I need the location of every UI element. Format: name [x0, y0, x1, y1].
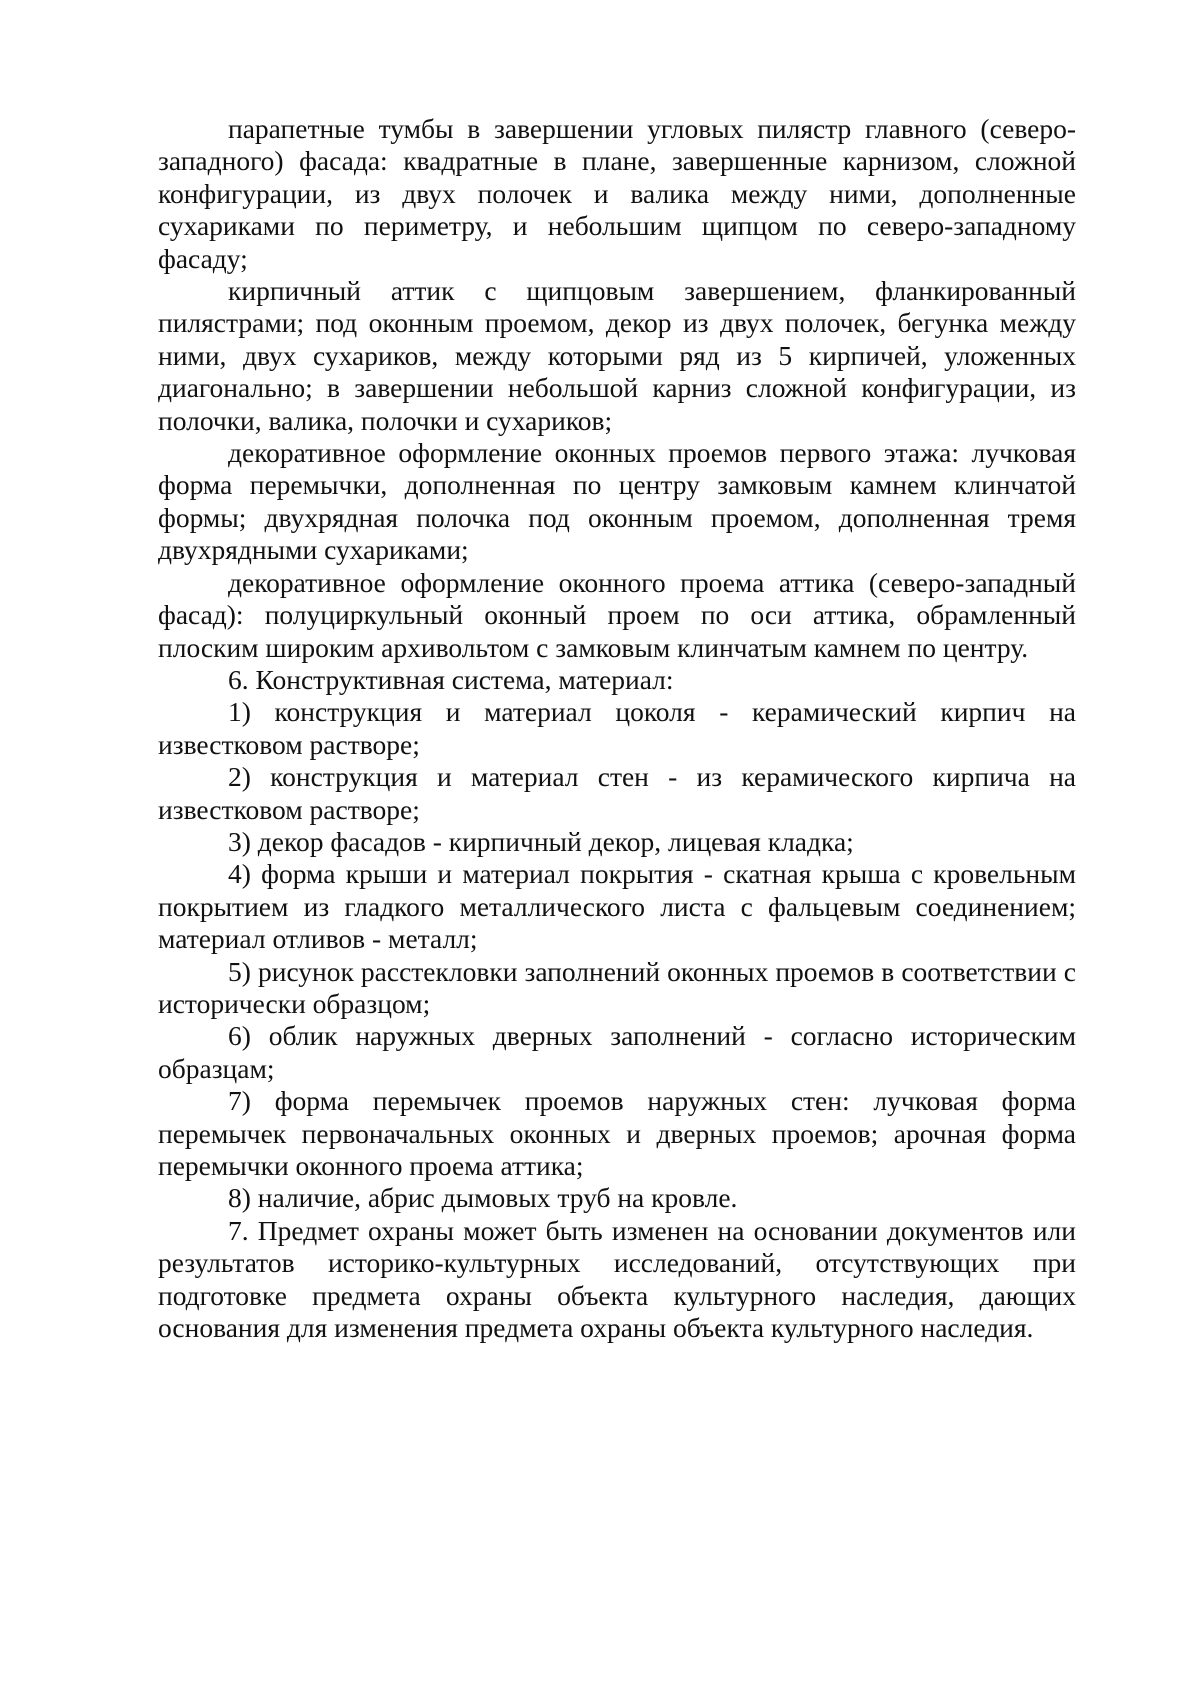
list-item-plinth: 1) конструкция и материал цоколя - керамический кирпич на известковом растворе; [158, 696, 1076, 760]
paragraph-parapet-pedestals: парапетные тумбы в завершении угловых пилястр главного (северо-западного) фасада: квадратные в плане, завершенные карнизом, сложной конфигурации, из двух полочек и валика между ними, дополненные сухариками по периметру, и небольшим щипцом по северо-западному фасаду; [158, 113, 1076, 274]
paragraph-ground-floor-windows: декоративное оформление оконных проемов первого этажа: лучковая форма перемычки, дополненная по центру замковым камнем клинчатой формы; двухрядная полочка под оконным проемом, дополненная тремя двухрядными сухариками; [158, 437, 1076, 566]
paragraph-protection-change: 7. Предмет охраны может быть изменен на основании документов или результатов историко-культурных исследований, отсутствующих при подготовке предмета охраны объекта культурного наследия, дающих основания для изменения предмета охраны объекта культурного наследия. [158, 1214, 1076, 1344]
list-item-lintels: 7) форма перемычек проемов наружных стен: лучковая форма перемычек первоначальных оконных и дверных проемов; арочная форма перемычки оконного проема аттика; [158, 1085, 1076, 1181]
list-item-facade-decor: 3) декор фасадов - кирпичный декор, лицевая кладка; [228, 825, 854, 857]
list-item-glazing: 5) рисунок расстекловки заполнений оконных проемов в соответствии с исторически образцом; [158, 955, 1076, 1019]
document-body [158, 113, 1076, 1344]
paragraph-structural-system-heading: 6. Конструктивная система, материал: [228, 663, 674, 695]
list-item-chimneys: 8) наличие, абрис дымовых труб на кровле. [228, 1182, 738, 1214]
list-item-doors: 6) облик наружных дверных заполнений - согласно историческим образцам; [158, 1020, 1076, 1084]
list-item-walls: 2) конструкция и материал стен - из керамического кирпича на известковом растворе; [158, 761, 1076, 825]
paragraph-attic-window: декоративное оформление оконного проема аттика (северо-западный фасад): полуциркульный оконный проем по оси аттика, обрамленный плоским широким архивольтом с замковым клинчатым камнем по центру. [158, 566, 1076, 663]
paragraph-brick-attic: кирпичный аттик с щипцовым завершением, фланкированный пилястрами; под оконным проемом, декор из двух полочек, бегунка между ними, двух сухариков, между которыми ряд из 5 кирпичей, уложенных диагонально; в завершении небольшой карниз сложной конфигурации, из полочки, валика, полочки и сухариков; [158, 275, 1076, 436]
list-item-roof: 4) форма крыши и материал покрытия - скатная крыша с кровельным покрытием из гладкого металлического листа с фальцевым соединением; материал отливов - металл; [158, 858, 1076, 955]
